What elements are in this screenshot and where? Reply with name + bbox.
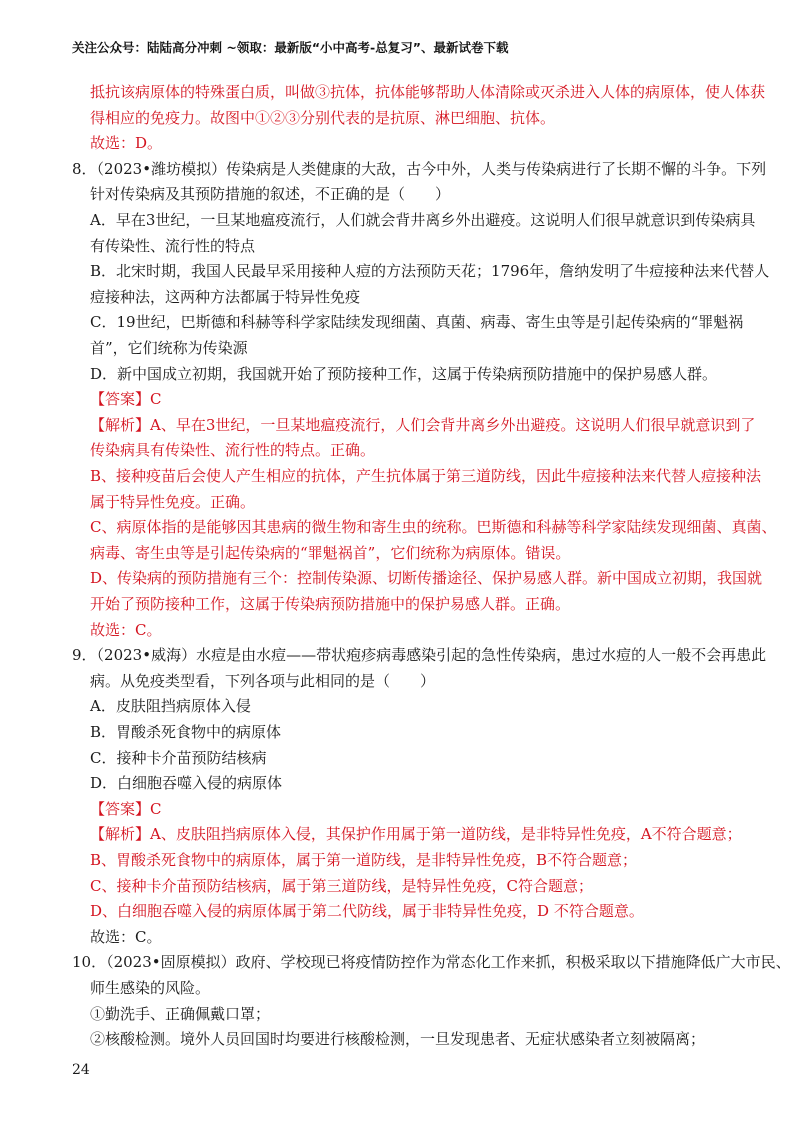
- text-line: 【答案】C: [90, 390, 162, 409]
- text-line: C．接种卡介苗预防结核病: [90, 748, 267, 767]
- text-line: 针对传染病及其预防措施的叙述，不正确的是（ ）: [90, 185, 451, 204]
- text-line: B、胃酸杀死食物中的病原体，属于第一道防线，是非特异性免疫，B不符合题意；: [90, 851, 638, 869]
- page-number: 24: [72, 1062, 90, 1078]
- text-line: 首”，它们统称为传染源: [90, 339, 248, 357]
- text-line: D．新中国成立初期，我国就开始了预防接种工作，这属于传染病预防措施中的保护易感人群。: [90, 364, 718, 383]
- text-line: 传染病具有传染性、流行性的特点。正确。: [90, 441, 376, 460]
- text-line: 病。从免疫类型看，下列各项与此相同的是（ ）: [90, 671, 436, 690]
- text-line: 痘接种法，这两种方法都属于特异性免疫: [90, 287, 361, 306]
- text-line: 故选：D。: [90, 134, 163, 153]
- text-line: B、接种疫苗后会使人产生相应的抗体，产生抗体属于第三道防线，因此牛痘接种法来代替人痘接种法: [90, 467, 762, 485]
- text-line: 【解析】A、早在3世纪，一旦某地瘟疫流行，人们会背井离乡外出避疫。这说明人们很早就意识到了: [90, 415, 756, 434]
- text-line: 【答案】C: [90, 799, 162, 818]
- text-line: B．胃酸杀死食物中的病原体: [90, 723, 282, 741]
- text-line: 10．（2023•固原模拟）政府、学校现已将疫情防控作为常态化工作来抓，积极采取以下措施降低广大市民、: [72, 953, 791, 972]
- text-line: 9．（2023•威海）水痘是由水痘——带状疱疹病毒感染引起的急性传染病，患过水痘的人一般不会再患此: [72, 646, 767, 665]
- text-line: C、病原体指的是能够因其患病的微生物和寄生虫的统称。巴斯德和科赫等科学家陆续发现细菌、真菌、: [90, 518, 777, 537]
- text-line: D．白细胞吞噬入侵的病原体: [90, 774, 283, 793]
- text-line: 师生感染的风险。: [90, 979, 211, 997]
- text-line: B．北宋时期，我国人民最早采用接种人痘的方法预防天花；1796年，詹纳发明了牛痘接种法来代替人: [90, 262, 770, 281]
- text-line: 8．（2023•潍坊模拟）传染病是人类健康的大敌，古今中外，人类与传染病进行了长期不懈的斗争。下列: [72, 159, 767, 178]
- text-line: ①勤洗手、正确佩戴口罩；: [90, 1004, 271, 1023]
- text-line: 有传染性、流行性的特点: [90, 236, 256, 255]
- text-line: A．皮肤阻挡病原体入侵: [90, 697, 251, 716]
- text-line: 【解析】A、皮肤阻挡病原体入侵，其保护作用属于第一道防线，是非特异性免疫，A不符合题意；: [90, 825, 742, 844]
- text-line: C．19世纪，巴斯德和科赫等科学家陆续发现细菌、真菌、病毒、寄生虫等是引起传染病的“罪魁祸: [90, 313, 744, 332]
- text-line: 病毒、寄生虫等是引起传染病的“罪魁祸首”，它们统称为病原体。错误。: [90, 543, 571, 562]
- text-line: A．早在3世纪，一旦某地瘟疫流行，人们就会背井离乡外出避疫。这说明人们很早就意识到传染病具: [90, 211, 756, 229]
- text-line: D、传染病的预防措施有三个：控制传染源、切断传播途径、保护易感人群。新中国成立初期，我国就: [90, 569, 763, 588]
- text-line: C、接种卡介苗预防结核病，属于第三道防线，是特异性免疫，C符合题意；: [90, 876, 593, 895]
- text-line: 故选：C。: [90, 927, 162, 946]
- text-line: 抵抗该病原体的特殊蛋白质，叫做③抗体，抗体能够帮助人体清除或灭杀进入人体的病原体，使人体获: [90, 83, 766, 101]
- text-line: 故选：C。: [90, 620, 162, 639]
- page-header: 关注公众号：陆陆高分冲刺 ~领取：最新版“小中高考-总复习”、最新试卷下载: [72, 40, 509, 55]
- text-line: D、白细胞吞噬入侵的病原体属于第二代防线，属于非特异性免疫，D 不符合题意。: [90, 902, 644, 921]
- text-line: 开始了预防接种工作，这属于传染病预防措施中的保护易感人群。正确。: [90, 595, 571, 613]
- text-line: ②核酸检测。境外人员回国时均要进行核酸检测，一旦发现患者、无症状感染者立刻被隔离；: [90, 1030, 706, 1049]
- text-line: 属于特异性免疫。正确。: [90, 492, 256, 511]
- text-line: 得相应的免疫力。故图中①②③分别代表的是抗原、淋巴细胞、抗体。: [90, 108, 556, 127]
